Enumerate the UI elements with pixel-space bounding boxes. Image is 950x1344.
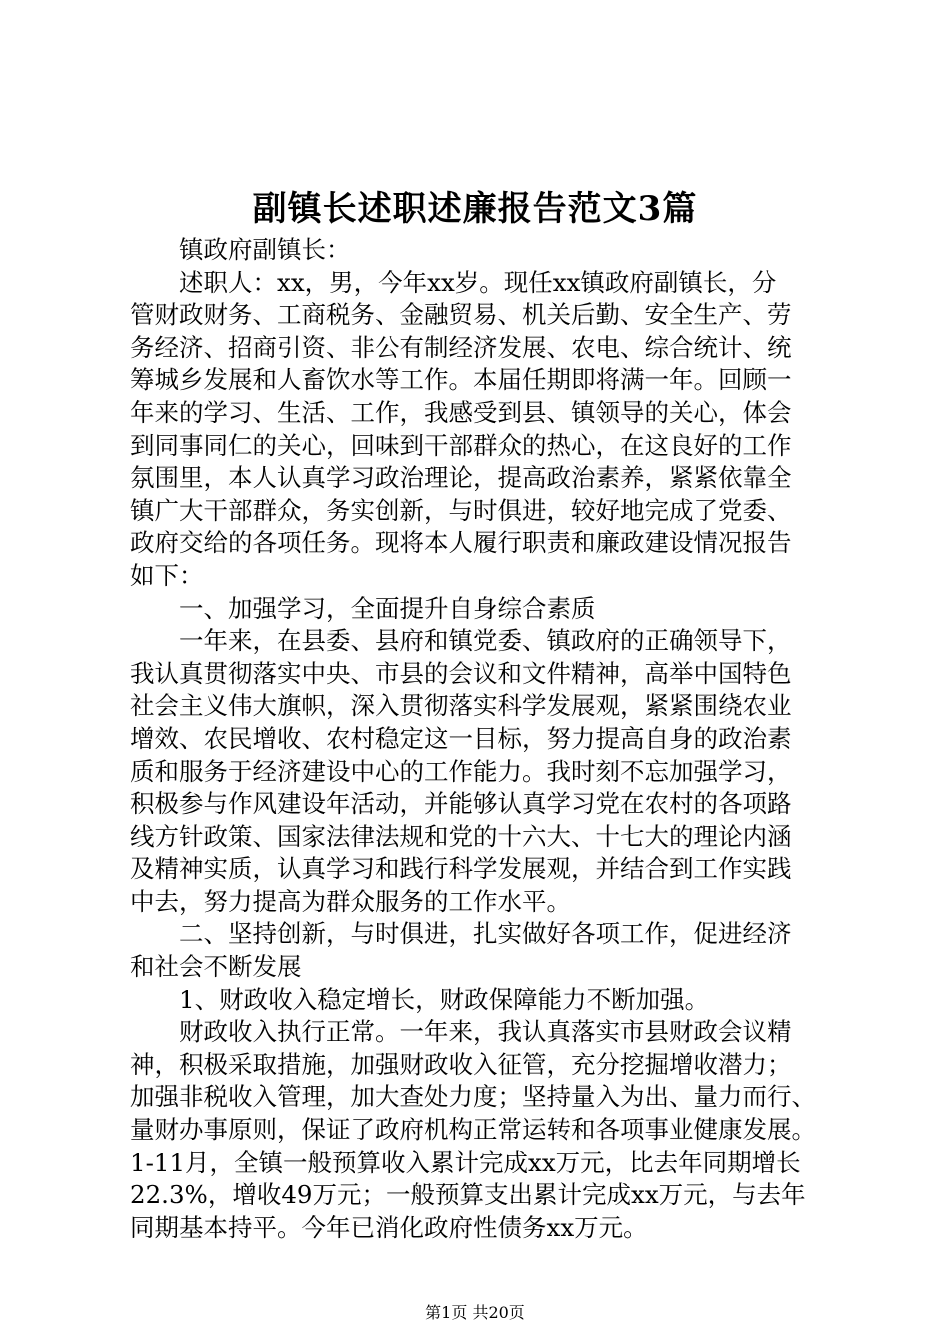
body-text-line: 到同事同仁的关心，回味到干部群众的热心，在这良好的工作 <box>130 430 792 460</box>
body-text-line: 增效、农民增收、农村稳定这一目标，努力提高自身的政治素 <box>130 723 792 753</box>
body-text-line: 量财办事原则，保证了政府机构正常运转和各项事业健康发展。 <box>130 1115 816 1145</box>
body-text-line: 管财政财务、工商税务、金融贸易、机关后勤、安全生产、劳 <box>130 300 792 330</box>
body-text-line: 质和服务于经济建设中心的工作能力。我时刻不忘加强学习， <box>130 756 792 786</box>
body-text-line: 一年来，在县委、县府和镇党委、镇政府的正确领导下， <box>179 626 792 656</box>
document-title: 副镇长述职述廉报告范文3篇 <box>252 189 698 229</box>
body-text-line: 一、加强学习，全面提升自身综合素质 <box>179 593 596 623</box>
body-text-line: 政府交给的各项任务。现将本人履行职责和廉政建设情况报告 <box>130 528 792 558</box>
body-text-line: 如下： <box>130 560 204 590</box>
body-text-line: 1、财政收入稳定增长，财政保障能力不断加强。 <box>179 984 710 1014</box>
body-text-line: 线方针政策、国家法律法规和党的十六大、十七大的理论内涵 <box>130 821 792 851</box>
body-text-line: 氛围里，本人认真学习政治理论，提高政治素养，紧紧依靠全 <box>130 463 792 493</box>
body-text-line: 22.3%，增收49万元；一般预算支出累计完成xx万元，与去年 <box>130 1180 806 1210</box>
body-text-line: 述职人：xx，男，今年xx岁。现任xx镇政府副镇长，分 <box>179 267 777 297</box>
document-body <box>130 234 830 1244</box>
body-text-line: 神，积极采取措施，加强财政收入征管，充分挖掘增收潜力； <box>130 1049 792 1079</box>
body-text-line: 积极参与作风建设年活动，并能够认真学习党在农村的各项路 <box>130 789 792 819</box>
body-text-line: 及精神实质，认真学习和践行科学发展观，并结合到工作实践 <box>130 854 792 884</box>
body-text-line: 镇广大干部群众，务实创新，与时俱进，较好地完成了党委、 <box>130 495 792 525</box>
body-text-line: 加强非税收入管理，加大查处力度；坚持量入为出、量力而行、 <box>130 1082 816 1112</box>
body-text-line: 和社会不断发展 <box>130 952 302 982</box>
page-number-footer: 第1页 共20页 <box>425 1303 525 1322</box>
body-text-line: 财政收入执行正常。一年来，我认真落实市县财政会议精 <box>179 1017 792 1047</box>
body-text-line: 年来的学习、生活、工作，我感受到县、镇领导的关心，体会 <box>130 397 792 427</box>
body-text-line: 我认真贯彻落实中央、市县的会议和文件精神，高举中国特色 <box>130 658 792 688</box>
body-text-line: 务经济、招商引资、非公有制经济发展、农电、综合统计、统 <box>130 332 792 362</box>
body-text-line: 镇政府副镇长： <box>179 235 351 264</box>
body-text-line: 1-11月，全镇一般预算收入累计完成xx万元，比去年同期增长 <box>130 1147 801 1177</box>
body-text-line: 筹城乡发展和人畜饮水等工作。本届任期即将满一年。回顾一 <box>130 365 792 395</box>
body-text-line: 二、坚持创新，与时俱进，扎实做好各项工作，促进经济 <box>179 919 792 949</box>
body-text-line: 社会主义伟大旗帜，深入贯彻落实科学发展观，紧紧围绕农业 <box>130 691 792 721</box>
body-text-line: 中去，努力提高为群众服务的工作水平。 <box>130 886 571 916</box>
body-text-line: 同期基本持平。今年已消化政府性债务xx万元。 <box>130 1212 648 1242</box>
